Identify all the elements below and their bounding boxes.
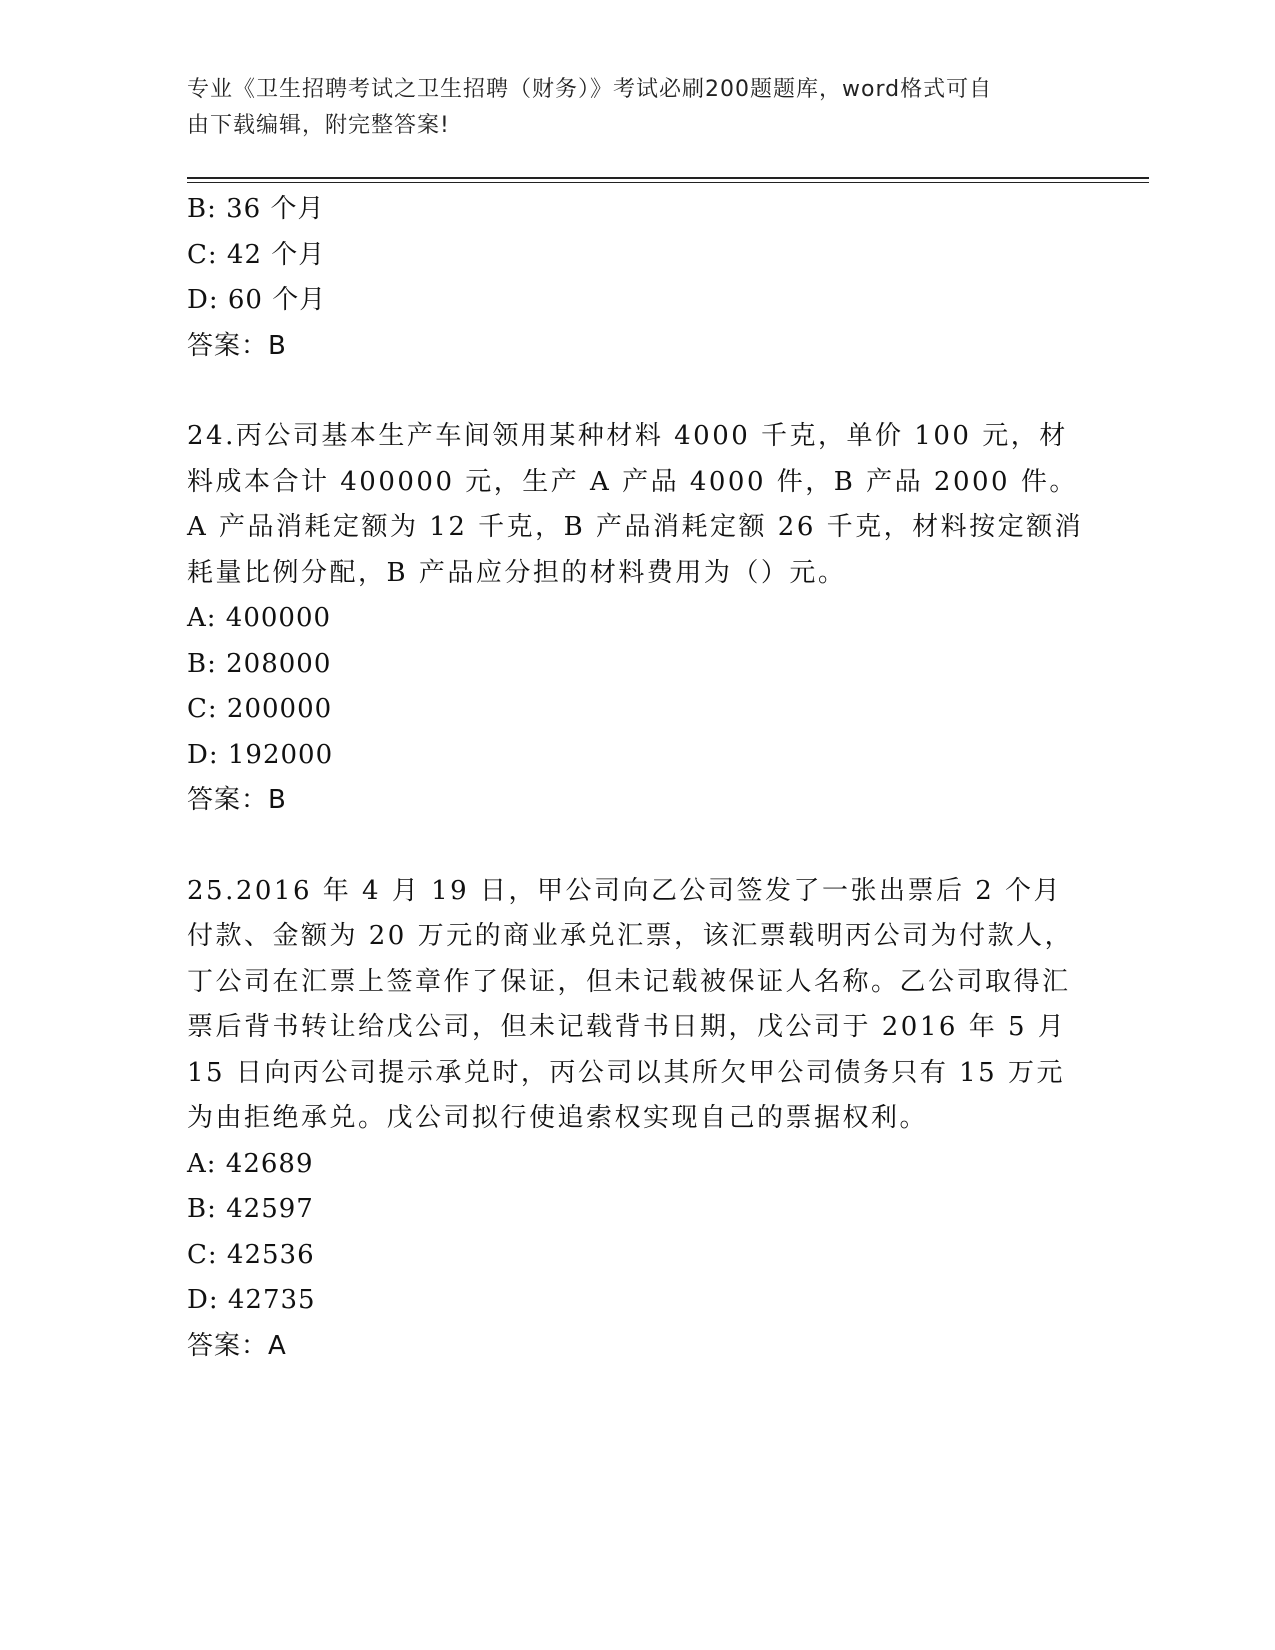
previous-question-tail <box>187 187 1087 369</box>
header-divider <box>187 177 1149 179</box>
answer-line: 答案：B <box>187 785 287 815</box>
question-stem: 24.丙公司基本生产车间领用某种材料 4000 千克，单价 100 元，材料成本合计 400000 元，生产 A 产品 4000 件，B 产品 2000 件。A 产品消耗定额为 12 千克，B 产品消耗定额 26 千克，材料按定额消耗量比例分配，B 产品应分担的材料费用为（）元。 <box>187 421 1084 588</box>
option-b: B: 36 个月 <box>187 194 325 224</box>
option-b: B: 208000 <box>187 648 332 679</box>
option-a: A: 42689 <box>187 1148 314 1179</box>
option-d: D: 42735 <box>187 1285 316 1315</box>
header-title-line-1: 专业《卫生招聘考试之卫生招聘（财务）》考试必刷200题题库，word格式可自 <box>187 77 993 102</box>
header-divider-thin <box>187 182 1149 183</box>
question-25 <box>187 869 1087 1370</box>
document-body <box>187 187 1087 1369</box>
question-24 <box>187 414 1087 824</box>
header-title-line-2: 由下载编辑，附完整答案! <box>187 113 450 138</box>
option-c: C: 42 个月 <box>187 239 326 270</box>
option-c: C: 200000 <box>187 694 333 724</box>
answer-line: 答案：B <box>187 330 287 361</box>
page-header <box>187 72 1067 144</box>
answer-line: 答案：A <box>187 1330 287 1361</box>
question-stem: 25.2016 年 4 月 19 日，甲公司向乙公司签发了一张出票后 2 个月付款、金额为 20 万元的商业承兑汇票，该汇票载明丙公司为付款人，丁公司在汇票上签章作了保证，但未记载被保证人名称。乙公司取得汇票后背书转让给戊公司，但未记载背书日期，戊公司于 2016 年 5 月 15 日向丙公司提示承兑时，丙公司以其所欠甲公司债务只有 15 万元为由拒绝承兑。戊公司拟行使追索权实现自己的票据权利。 <box>187 875 1074 1133</box>
option-d: D: 192000 <box>187 739 334 770</box>
option-c: C: 42536 <box>187 1239 315 1270</box>
option-d: D: 60 个月 <box>187 285 327 315</box>
option-b: B: 42597 <box>187 1194 314 1224</box>
option-a: A: 400000 <box>187 603 332 633</box>
